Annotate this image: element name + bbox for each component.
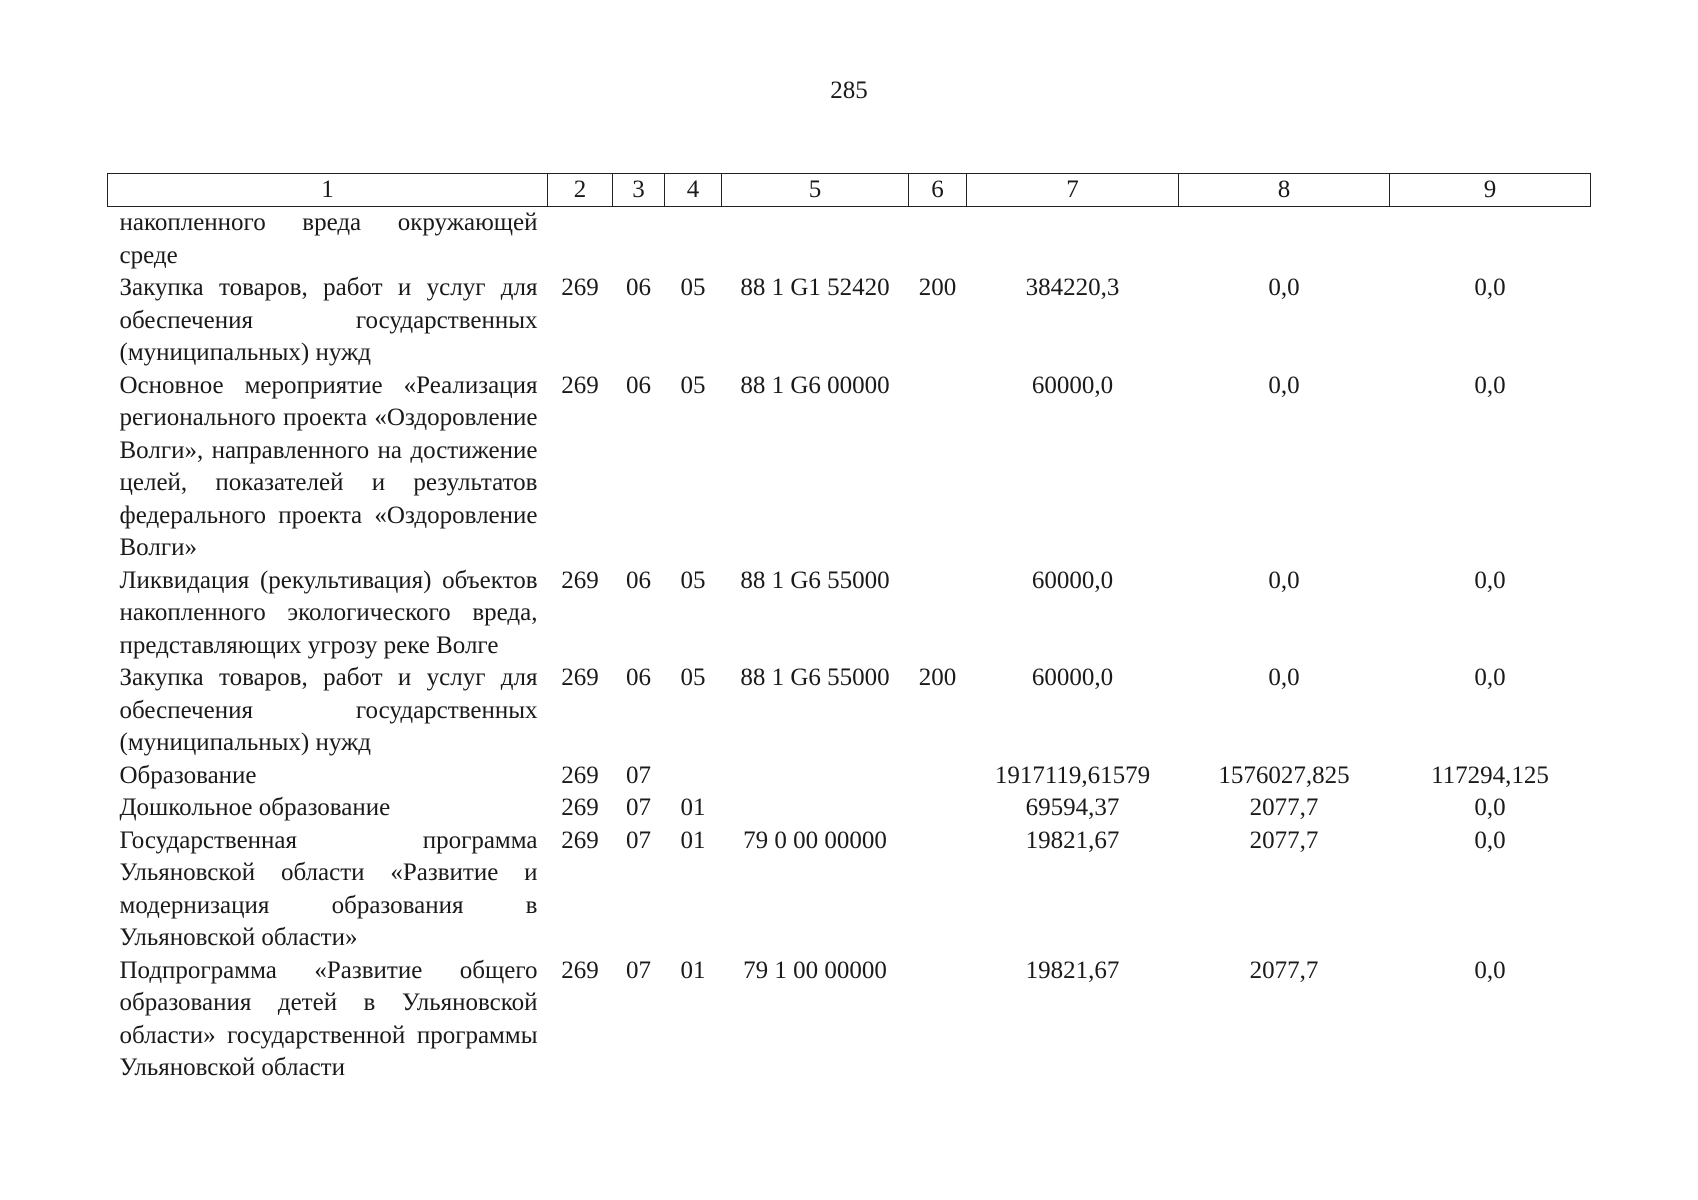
- budget-table-container: [107, 173, 1590, 1085]
- row-expense-type: [909, 825, 967, 955]
- table-row: [108, 272, 1591, 370]
- table-row: [108, 955, 1591, 1085]
- col-header-8: 8: [1179, 174, 1390, 207]
- row-expense-type: [909, 792, 967, 825]
- col-header-2: 2: [548, 174, 613, 207]
- col-header-6: 6: [909, 174, 967, 207]
- row-name: Государственная программа Ульяновской области «Развитие и модернизация образования в Ульяновской области»: [119, 826, 538, 951]
- row-expense-type: [909, 565, 967, 663]
- row-amount-8: 0,0: [1268, 274, 1300, 301]
- row-amount-7: 1917119,61579: [994, 761, 1151, 789]
- row-ministry-code: 269: [561, 274, 599, 301]
- row-amount-8: 0,0: [1268, 371, 1300, 399]
- row-subsection-code: 01: [680, 956, 706, 984]
- row-section-code: 07: [626, 826, 651, 854]
- row-subsection-code: 05: [680, 371, 706, 399]
- row-ministry-code: [548, 207, 613, 273]
- row-expense-type: [909, 760, 967, 793]
- row-amount-7: 69594,37: [1025, 794, 1120, 821]
- row-expense-type: 200: [918, 664, 957, 691]
- row-name: накопленного вреда окружающей среде: [119, 209, 538, 269]
- table-row: [108, 370, 1591, 565]
- row-ministry-code: 269: [561, 761, 599, 789]
- header-row: [108, 174, 1591, 207]
- table-row: [108, 662, 1591, 760]
- row-amount-7: 19821,67: [1025, 826, 1120, 854]
- table-row: [108, 825, 1591, 955]
- row-amount-8: 2077,7: [1249, 826, 1319, 854]
- row-amount-7: [967, 207, 1179, 273]
- row-ministry-code: 269: [561, 664, 599, 691]
- row-target-code: 79 0 00 00000: [743, 826, 887, 854]
- row-name: Ликвидация (рекультивация) объектов накопленного экологического вреда, представляющих угрозу реке Волге: [119, 566, 538, 659]
- row-subsection-code: 01: [680, 794, 706, 821]
- row-amount-8: 0,0: [1268, 664, 1300, 691]
- row-ministry-code: 269: [561, 826, 599, 854]
- col-header-1: 1: [108, 174, 548, 207]
- row-expense-type: [909, 955, 967, 1085]
- row-amount-9: 0,0: [1474, 274, 1506, 301]
- row-amount-7: 60000,0: [1031, 566, 1114, 594]
- row-section-code: 07: [626, 761, 651, 789]
- row-ministry-code: 269: [561, 956, 599, 984]
- row-ministry-code: 269: [561, 794, 599, 821]
- row-amount-8: 2077,7: [1249, 956, 1319, 984]
- row-subsection-code: 05: [680, 274, 706, 301]
- row-expense-type: 200: [918, 274, 957, 301]
- row-target-code: [722, 760, 909, 793]
- row-target-code: 88 1 G1 52420: [740, 274, 890, 301]
- row-ministry-code: 269: [561, 566, 599, 594]
- row-subsection-code: 05: [680, 566, 706, 594]
- row-amount-9: 0,0: [1474, 826, 1506, 854]
- table-row: [108, 207, 1591, 273]
- row-amount-7: 60000,0: [1031, 371, 1114, 399]
- col-header-7: 7: [967, 174, 1179, 207]
- row-target-code: 88 1 G6 55000: [740, 664, 890, 691]
- row-name: Закупка товаров, работ и услуг для обеспечения государственных (муниципальных) нужд: [119, 274, 538, 366]
- row-target-code: 88 1 G6 00000: [740, 371, 890, 399]
- row-expense-type: [909, 207, 967, 273]
- row-section-code: 06: [626, 274, 651, 301]
- row-amount-7: 19821,67: [1025, 956, 1120, 984]
- row-section-code: 06: [626, 371, 651, 399]
- col-header-4: 4: [665, 174, 722, 207]
- row-name: Дошкольное образование: [119, 794, 391, 821]
- row-subsection-code: 05: [680, 664, 706, 691]
- row-expense-type: [909, 370, 967, 565]
- row-ministry-code: 269: [561, 371, 599, 399]
- row-name: Основное мероприятие «Реализация регионального проекта «Оздоровление Волги», направленного на достижение целей, показателей и результатов федерального проекта «Оздоровление Волги»: [119, 371, 538, 561]
- row-amount-9: 0,0: [1474, 566, 1506, 594]
- row-target-code: 88 1 G6 55000: [740, 566, 890, 594]
- row-section-code: 07: [626, 794, 651, 821]
- table-row: [108, 792, 1591, 825]
- col-header-9: 9: [1390, 174, 1591, 207]
- row-amount-9: 117294,125: [1431, 761, 1549, 789]
- row-amount-9: [1390, 207, 1591, 273]
- budget-table: [107, 173, 1591, 1085]
- col-header-5: 5: [722, 174, 909, 207]
- row-amount-7: 60000,0: [1031, 664, 1114, 691]
- row-subsection-code: 01: [680, 826, 706, 854]
- row-subsection-code: [665, 760, 722, 793]
- row-amount-9: 0,0: [1474, 664, 1506, 691]
- row-amount-8: 2077,7: [1249, 794, 1319, 821]
- row-amount-9: 0,0: [1474, 956, 1506, 984]
- row-name: Образование: [119, 761, 257, 789]
- row-amount-8: 0,0: [1268, 566, 1300, 594]
- col-header-3: 3: [613, 174, 665, 207]
- row-section-code: 07: [626, 956, 651, 984]
- table-row: [108, 565, 1591, 663]
- row-amount-7: 384220,3: [1025, 274, 1120, 301]
- row-section-code: 06: [626, 566, 651, 594]
- row-target-code: [722, 207, 909, 273]
- row-subsection-code: [665, 207, 722, 273]
- page-number: 285: [830, 77, 868, 104]
- row-section-code: 06: [626, 664, 651, 691]
- row-amount-8: [1179, 207, 1390, 273]
- row-name: Закупка товаров, работ и услуг для обеспечения государственных (муниципальных) нужд: [119, 664, 538, 756]
- row-target-code: 79 1 00 00000: [743, 956, 887, 984]
- table-row: [108, 760, 1591, 793]
- row-amount-9: 0,0: [1474, 794, 1506, 821]
- row-target-code: [722, 792, 909, 825]
- row-name: Подпрограмма «Развитие общего образования детей в Ульяновской области» государственной программы Ульяновской области: [119, 956, 538, 1081]
- row-amount-8: 1576027,825: [1218, 761, 1350, 789]
- row-amount-9: 0,0: [1474, 371, 1506, 399]
- row-section-code: [613, 207, 665, 273]
